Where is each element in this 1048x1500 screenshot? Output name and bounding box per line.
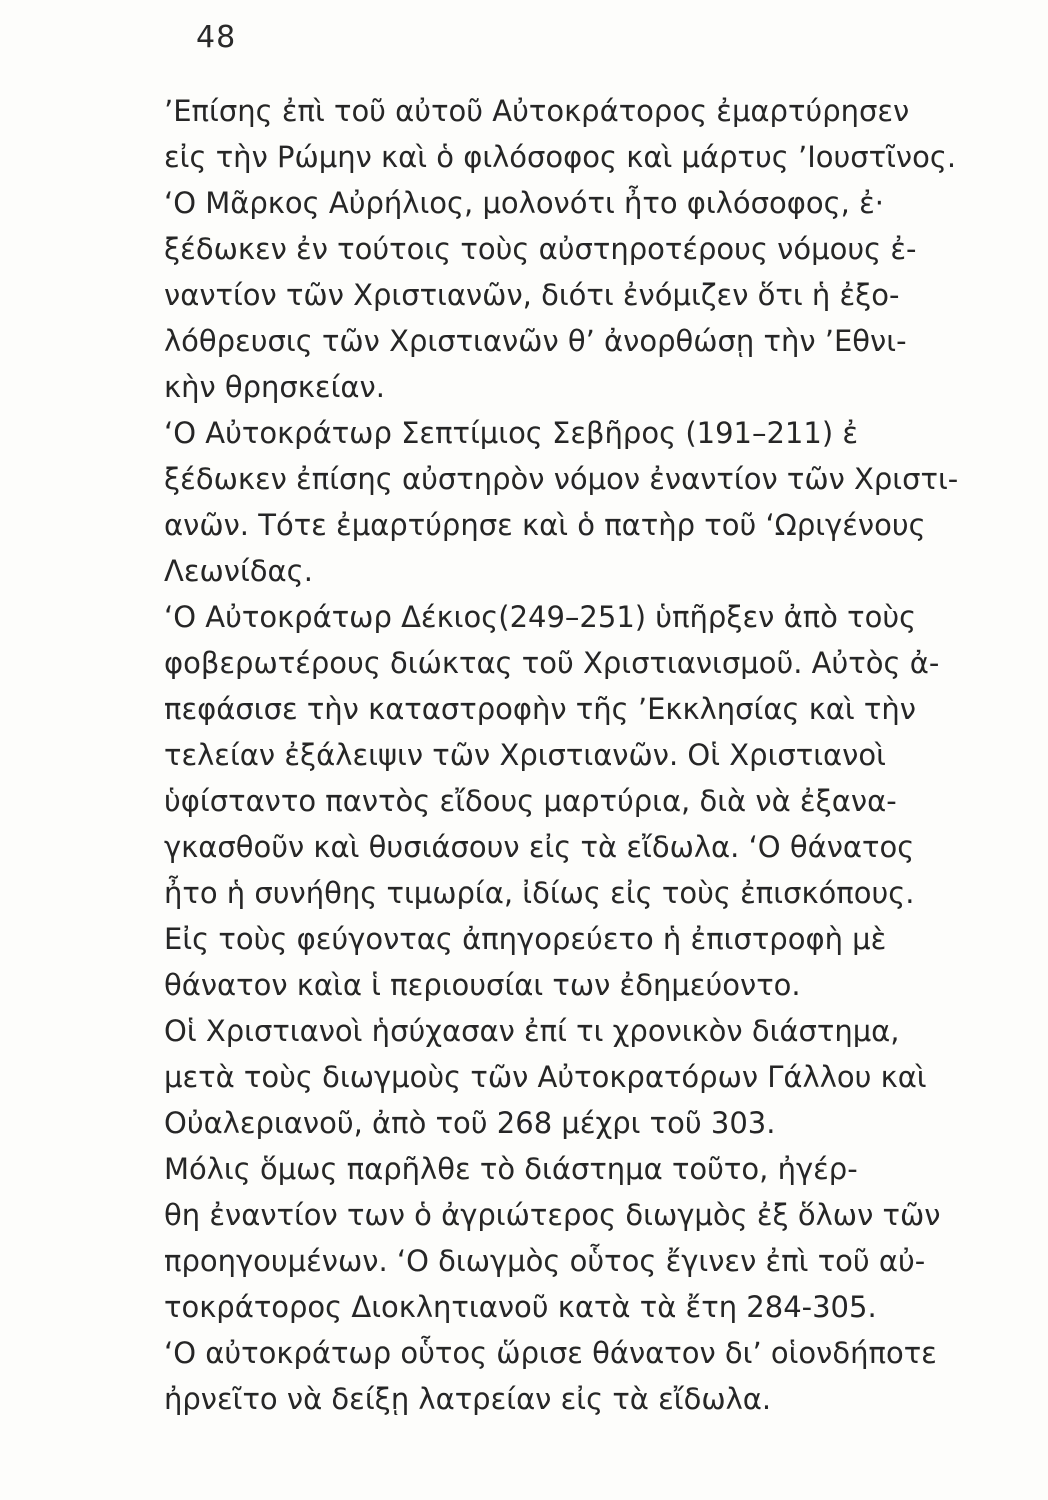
body-text: [164, 88, 964, 1422]
text-line: ξέδωκεν ἐν τούτοις τοὺς αὐστηροτέρους νόμους ἐ-: [164, 232, 917, 266]
text-line: ὑφίσταντο παντὸς εἴδους μαρτύρια, διὰ νὰ ἐξανα-: [164, 784, 897, 818]
text-line: ‘Ο αὐτοκράτωρ οὗτος ὥρισε θάνατον δι’ οἱονδήποτε: [164, 1336, 937, 1370]
text-line: ‘Ο Μᾶρκος Αὐρήλιος, μολονότι ἦτο φιλόσοφος, ἐ·: [164, 186, 884, 220]
text-line: ναντίον τῶν Χριστιανῶν, διότι ἐνόμιζεν ὅτι ἡ ἐξο-: [164, 278, 900, 312]
text-line: φοβερωτέρους διώκτας τοῦ Χριστιανισμοῦ. Αὐτὸς ἀ-: [164, 646, 940, 680]
text-line: πεφάσισε τὴν καταστροφὴν τῆς ’Εκκλησίας καὶ τὴν: [164, 692, 916, 726]
text-line: ξέδωκεν ἐπίσης αὐστηρὸν νόμον ἐναντίον τῶν Χριστι-: [164, 462, 959, 496]
text-line: ‘Ο Αὐτοκράτωρ Δέκιος(249–251) ὑπῆρξεν ἀπὸ τοὺς: [164, 600, 917, 634]
text-line: Μόλις ὅμως παρῆλθε τὸ διάστημα τοῦτο, ἠγέρ-: [164, 1152, 858, 1186]
text-line: μετὰ τοὺς διωγμοὺς τῶν Αὐτοκρατόρων Γάλλου καὶ: [164, 1060, 927, 1094]
text-line: θη ἐναντίον των ὁ ἀγριώτερος διωγμὸς ἐξ ὅλων τῶν: [164, 1198, 941, 1232]
text-line: Λεωνίδας.: [164, 554, 313, 588]
text-line: ’Επίσης ἐπὶ τοῦ αὐτοῦ Αὐτοκράτορος ἐμαρτύρησεν: [164, 94, 910, 128]
text-line: ‘Ο Αὐτοκράτωρ Σεπτίμιος Σεβῆρος (191–211) ἐ: [164, 416, 859, 450]
text-line: ἦτο ἡ συνήθης τιμωρία, ἰδίως εἰς τοὺς ἐπισκόπους.: [164, 876, 915, 910]
text-line: Οὐαλεριανοῦ, ἀπὸ τοῦ 268 μέχρι τοῦ 303.: [164, 1106, 776, 1140]
text-line: ανῶν. Τότε ἐμαρτύρησε καὶ ὁ πατὴρ τοῦ ‘Ωριγένους: [164, 508, 926, 542]
text-line: γκασθοῦν καὶ θυσιάσουν εἰς τὰ εἴδωλα. ‘Ο θάνατος: [164, 830, 915, 864]
text-line: εἰς τὴν Ρώμην καὶ ὁ φιλόσοφος καὶ μάρτυς ’Ιουστῖνος.: [164, 140, 957, 174]
text-line: τοκράτορος Διοκλητιανοῦ κατὰ τὰ ἔτη 284-305.: [164, 1290, 877, 1324]
text-line: λόθρευσις τῶν Χριστιανῶν θ’ ἀνορθώσῃ τὴν ’Εθνι-: [164, 324, 907, 358]
text-line: Οἱ Χριστιανοὶ ἡσύχασαν ἐπί τι χρονικὸν διάστημα,: [164, 1014, 900, 1048]
text-line: Εἰς τοὺς φεύγοντας ἀπηγορεύετο ἡ ἐπιστροφὴ μὲ: [164, 922, 887, 956]
text-line: κὴν θρησκείαν.: [164, 370, 385, 404]
text-line: τελείαν ἐξάλειψιν τῶν Χριστιανῶν. Οἱ Χριστιανοὶ: [164, 738, 886, 772]
text-line: ἠρνεῖτο νὰ δείξῃ λατρείαν εἰς τὰ εἴδωλα.: [164, 1382, 772, 1416]
text-line: θάνατον καὶα ἱ περιουσίαι των ἐδημεύοντο.: [164, 968, 801, 1002]
page-number: 48: [196, 20, 237, 55]
text-line: προηγουμένων. ‘Ο διωγμὸς οὗτος ἔγινεν ἐπὶ τοῦ αὐ-: [164, 1244, 926, 1278]
